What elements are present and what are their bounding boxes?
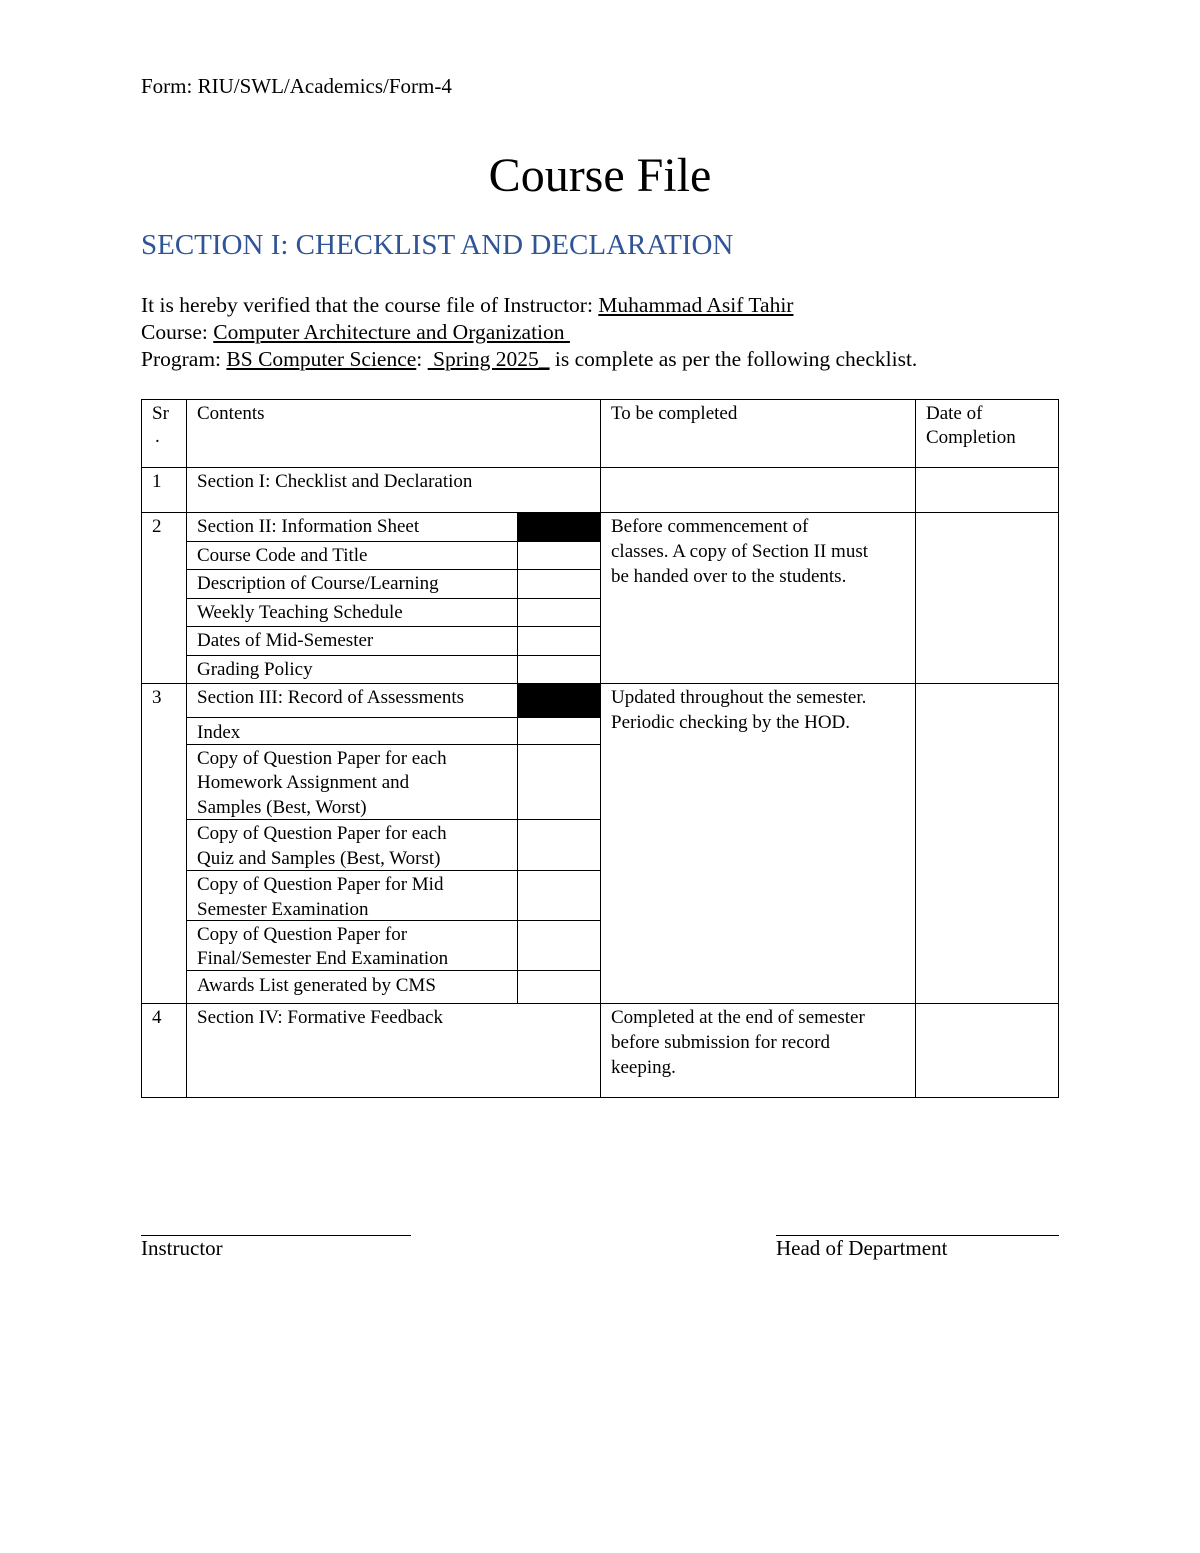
row-3-item: Copy of Question Paper for Mid: [197, 874, 444, 895]
declaration-line-course: Course: Computer Architecture and Organization: [141, 320, 570, 344]
row-2-sr: 2: [152, 516, 162, 537]
row-2-item: Dates of Mid-Semester: [197, 630, 374, 651]
row-3-item: Copy of Question Paper for each: [197, 823, 447, 844]
declaration-line-program: Program: BS Computer Science: Spring 2025_ is complete as per the following checklist.: [141, 347, 918, 371]
semester: Spring 2025_: [427, 347, 550, 371]
row-1-sr: 1: [152, 471, 162, 492]
row-3-item: Samples (Best, Worst): [197, 797, 367, 818]
row-4-note: keeping.: [611, 1057, 676, 1078]
row-3-item: Quiz and Samples (Best, Worst): [197, 848, 441, 869]
header-sr-dot: .: [155, 426, 160, 447]
row-2-item: Course Code and Title: [197, 545, 368, 566]
header-contents: Contents: [197, 403, 265, 424]
checklist-table: [141, 399, 1059, 1098]
row-3-item: Semester Examination: [197, 899, 369, 920]
row-2-item: Description of Course/Learning: [197, 573, 439, 594]
row-2-section: Section II: Information Sheet: [197, 516, 420, 537]
header-date-of: Date of: [926, 403, 983, 424]
row-2-note: be handed over to the students.: [611, 566, 847, 587]
row-2-note: classes. A copy of Section II must: [611, 541, 868, 562]
row-2-item: Grading Policy: [197, 659, 313, 680]
row-4-note: before submission for record: [611, 1032, 830, 1053]
row-4-section: Section IV: Formative Feedback: [197, 1007, 444, 1028]
row-3-note: Periodic checking by the HOD.: [611, 712, 851, 733]
row-4-note: Completed at the end of semester: [611, 1007, 865, 1028]
row-3-section: Section III: Record of Assessments: [197, 687, 465, 708]
row-3-item: Copy of Question Paper for: [197, 924, 408, 945]
row-2-note: Before commencement of: [611, 516, 809, 537]
filled-cell: [517, 683, 601, 717]
page-title: Course File: [488, 149, 712, 202]
row-3-item: Homework Assignment and: [197, 772, 410, 793]
row-3-item: Copy of Question Paper for each: [197, 748, 447, 769]
header-completion: Completion: [926, 427, 1016, 448]
header-sr: Sr: [152, 403, 169, 424]
declaration-line-instructor: It is hereby verified that the course file of Instructor: Muhammad Asif Tahir: [141, 293, 794, 317]
row-2-item: Weekly Teaching Schedule: [197, 602, 403, 623]
section-heading: SECTION I: CHECKLIST AND DECLARATION: [141, 229, 734, 261]
instructor-label: Instructor: [141, 1236, 223, 1260]
row-4-sr: 4: [152, 1007, 162, 1028]
row-1-section: Section I: Checklist and Declaration: [197, 471, 473, 492]
filled-cell: [517, 512, 601, 541]
row-3-item: Index: [197, 722, 241, 743]
program-name: BS Computer Science: [226, 347, 417, 371]
row-3-item: Awards List generated by CMS: [197, 975, 436, 996]
row-3-note: Updated throughout the semester.: [611, 687, 867, 708]
header-to-be-completed: To be completed: [611, 403, 738, 424]
row-3-sr: 3: [152, 687, 162, 708]
hod-label: Head of Department: [776, 1236, 948, 1260]
course-name: Computer Architecture and Organization: [213, 320, 570, 344]
instructor-name: Muhammad Asif Tahir: [598, 293, 794, 317]
row-3-item: Final/Semester End Examination: [197, 948, 449, 969]
form-id: Form: RIU/SWL/Academics/Form-4: [141, 74, 452, 98]
